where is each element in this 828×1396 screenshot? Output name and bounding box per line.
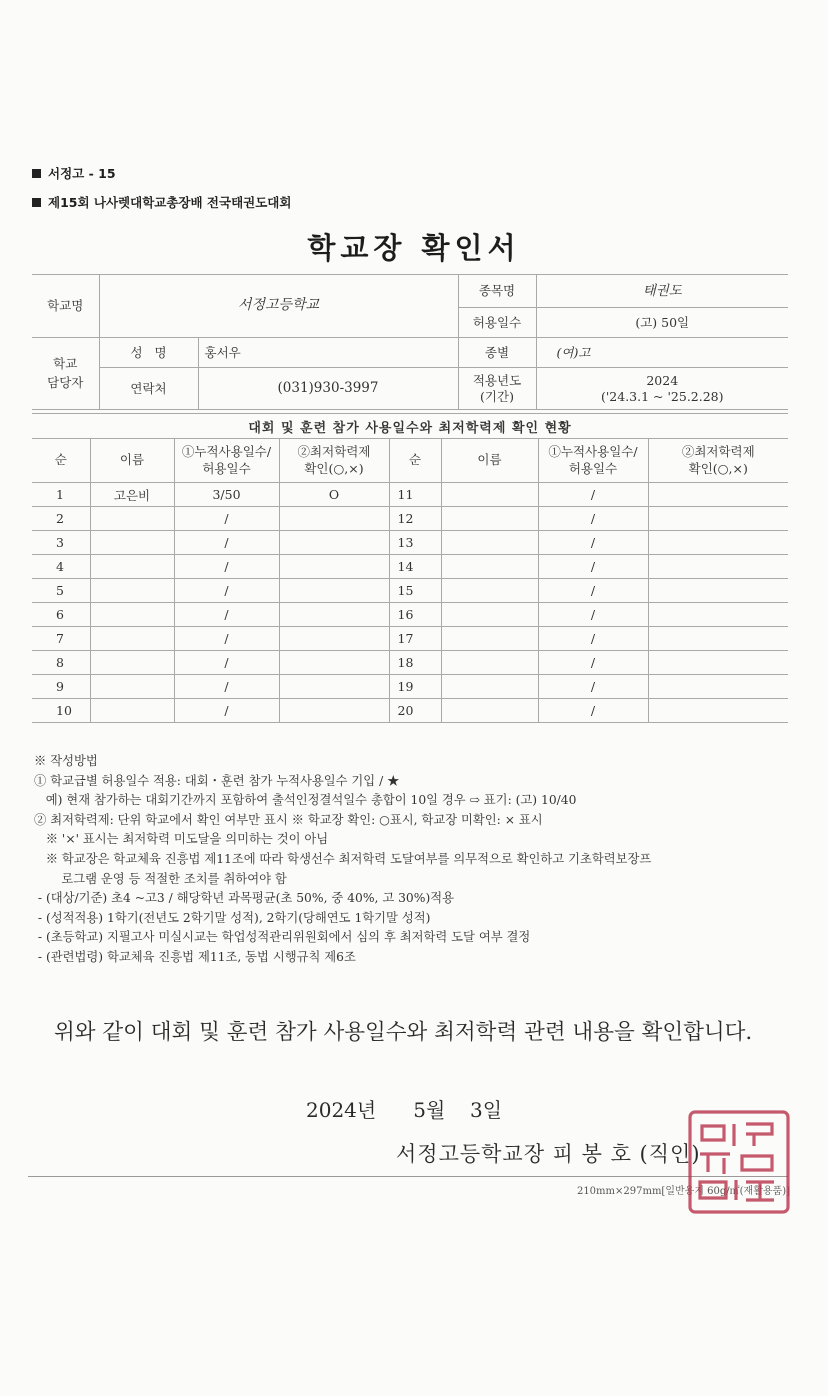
cell-check-2	[648, 483, 788, 507]
cell-days-2: /	[538, 531, 648, 555]
table-row	[32, 651, 788, 675]
cell-no: 7	[32, 627, 90, 651]
cell-days-2: /	[538, 627, 648, 651]
manager-label-line1: 학교	[53, 355, 78, 371]
contact-value: (031)930-3997	[198, 368, 458, 410]
year-label	[458, 368, 536, 410]
cell-days-2: /	[538, 483, 648, 507]
allowed-days-value: (고) 50일	[536, 308, 788, 338]
table-row	[32, 699, 788, 723]
cell-days: /	[174, 531, 279, 555]
col-days-2	[538, 439, 648, 483]
cell-check	[279, 627, 389, 651]
note-line: ※ 작성방법	[34, 754, 98, 768]
cell-no: 5	[32, 579, 90, 603]
cell-name: 고은비	[90, 483, 174, 507]
table-row	[32, 675, 788, 699]
cell-name-2	[441, 507, 538, 531]
col-name: 이름	[90, 439, 174, 483]
cell-days: /	[174, 507, 279, 531]
cell-no-2: 20	[389, 699, 441, 723]
cell-days-2: /	[538, 603, 648, 627]
cell-name	[90, 651, 174, 675]
cell-name-2	[441, 579, 538, 603]
cell-check-2	[648, 603, 788, 627]
cell-check-2	[648, 507, 788, 531]
cell-check-2	[648, 675, 788, 699]
cell-check	[279, 603, 389, 627]
cell-no-2: 13	[389, 531, 441, 555]
col-check	[279, 439, 389, 483]
document-code-text: 서정고 - 15	[48, 166, 116, 181]
cell-name-2	[441, 627, 538, 651]
cell-days: /	[174, 699, 279, 723]
cell-name	[90, 699, 174, 723]
bullet-square-icon	[32, 169, 41, 178]
cell-days-2: /	[538, 651, 648, 675]
note-line: - (초등학교) 지필고사 미실시교는 학업성적관리위원회에서 심의 후 최저학력 도달 여부 결정	[34, 930, 531, 945]
cell-check	[279, 699, 389, 723]
col-no-2: 순	[389, 439, 441, 483]
cell-no: 6	[32, 603, 90, 627]
col-check-2-line1: ②최저학력제	[681, 444, 755, 460]
paper-size: 210mm×297mm[일반용지 60g/㎡(재활용품)]	[576, 1186, 790, 1197]
col-check-line2: 확인(○,×)	[304, 460, 364, 476]
col-name-2: 이름	[441, 439, 538, 483]
cell-no: 3	[32, 531, 90, 555]
cell-days: /	[174, 675, 279, 699]
cell-name	[90, 603, 174, 627]
manager-label	[32, 338, 99, 410]
bullet-square-icon	[32, 198, 41, 207]
col-days-2-line1: ①누적사용일수/	[548, 444, 638, 460]
col-days-line2: 허용일수	[202, 460, 251, 476]
cell-name-2	[441, 531, 538, 555]
cell-check-2	[648, 531, 788, 555]
cell-name	[90, 531, 174, 555]
col-check-2	[648, 439, 788, 483]
document-code	[32, 164, 116, 182]
cell-check	[279, 579, 389, 603]
contact-label: 연락처	[99, 368, 198, 410]
note-line: - (관련법령) 학교체육 진흥법 제11조, 동법 시행규칙 제6조	[34, 949, 356, 964]
year-value-cell	[536, 368, 788, 410]
table-row	[32, 555, 788, 579]
note-line: 예) 현재 참가하는 대회기간까지 포함하여 출석인정결석일수 총합이 10일 경우 ⇨ 표기: (고) 10/40	[34, 793, 577, 808]
cell-no-2: 12	[389, 507, 441, 531]
cell-no-2: 16	[389, 603, 441, 627]
cell-no-2: 19	[389, 675, 441, 699]
table-row	[32, 531, 788, 555]
cell-days-2: /	[538, 675, 648, 699]
name-label: 성 명	[99, 338, 198, 368]
issue-date: 2024년 5월 3일	[306, 1098, 503, 1122]
cell-no-2: 17	[389, 627, 441, 651]
cell-days: /	[174, 579, 279, 603]
school-name: 서정고등학교	[99, 275, 458, 338]
cell-check-2	[648, 579, 788, 603]
note-line: ※ 학교장은 학교체육 진흥법 제11조에 따라 학생선수 최저학력 도달여부를 의무적으로 확인하고 기초학력보장프	[34, 851, 652, 866]
cell-check-2	[648, 651, 788, 675]
name-value: 홍서우	[198, 338, 458, 368]
year-label-line1: 적용년도	[472, 372, 522, 388]
col-check-2-line2: 확인(○,×)	[688, 460, 748, 476]
principal-signature: 서정고등학교장 피 봉 호 (직인)	[396, 1142, 701, 1166]
cell-days-2: /	[538, 507, 648, 531]
cell-name	[90, 579, 174, 603]
table-row	[32, 627, 788, 651]
cell-check	[279, 507, 389, 531]
table-row	[32, 507, 788, 531]
table-row	[32, 603, 788, 627]
cell-check-2	[648, 555, 788, 579]
cell-name-2	[441, 555, 538, 579]
note-line: 로그램 운영 등 적절한 조치를 취하여야 함	[34, 871, 287, 886]
note-line: ② 최저학력제: 단위 학교에서 확인 여부만 표시 ※ 학교장 확인: ○표시, 학교장 미확인: × 표시	[34, 812, 543, 827]
cell-no: 9	[32, 675, 90, 699]
cell-name-2	[441, 483, 538, 507]
cell-check-2	[648, 627, 788, 651]
col-no: 순	[32, 439, 90, 483]
cell-name-2	[441, 675, 538, 699]
cell-days: 3/50	[174, 483, 279, 507]
cell-days: /	[174, 603, 279, 627]
status-caption: 대회 및 훈련 참가 사용일수와 최저학력제 확인 현황	[32, 414, 788, 439]
note-line: ① 학교급별 허용일수 적용: 대회・훈련 참가 누적사용일수 기입 / ★	[34, 773, 400, 788]
cell-days-2: /	[538, 579, 648, 603]
allowed-days-label: 허용일수	[458, 308, 536, 338]
event-label: 종목명	[458, 275, 536, 308]
cell-no: 2	[32, 507, 90, 531]
note-line: - (성적적용) 1학기(전년도 2학기말 성적), 2학기(당해연도 1학기말 성적)	[34, 910, 431, 925]
note-line: ※ '×' 표시는 최저학력 미도달을 의미하는 것이 아님	[34, 832, 329, 847]
year-value: 2024	[646, 372, 679, 388]
cell-check	[279, 555, 389, 579]
cell-no-2: 11	[389, 483, 441, 507]
col-days	[174, 439, 279, 483]
cell-no: 1	[32, 483, 90, 507]
cell-no: 10	[32, 699, 90, 723]
cell-check	[279, 531, 389, 555]
table-row	[32, 483, 788, 507]
table-row	[32, 579, 788, 603]
info-table	[32, 274, 788, 410]
writing-instructions	[34, 752, 651, 968]
gender-value: (여)고	[536, 338, 788, 368]
year-label-line2: (기간)	[480, 388, 514, 404]
cell-name	[90, 627, 174, 651]
page-title: 학교장 확인서	[307, 231, 521, 265]
cell-no: 4	[32, 555, 90, 579]
cell-days: /	[174, 651, 279, 675]
cell-name	[90, 675, 174, 699]
col-days-line1: ①누적사용일수/	[181, 444, 272, 460]
cell-no: 8	[32, 651, 90, 675]
cell-days: /	[174, 627, 279, 651]
period-value: ('24.3.1 ~ '25.2.28)	[600, 388, 724, 404]
cell-check: O	[279, 483, 389, 507]
school-label: 학교명	[32, 275, 99, 338]
cell-no-2: 15	[389, 579, 441, 603]
cell-no-2: 14	[389, 555, 441, 579]
cell-days-2: /	[538, 699, 648, 723]
col-check-line1: ②최저학력제	[297, 444, 371, 460]
cell-check	[279, 675, 389, 699]
divider	[28, 1176, 788, 1177]
cell-days-2: /	[538, 555, 648, 579]
cell-name-2	[441, 651, 538, 675]
cell-name-2	[441, 603, 538, 627]
cell-name	[90, 555, 174, 579]
col-days-2-line2: 허용일수	[568, 460, 618, 476]
official-seal-icon	[684, 1106, 794, 1218]
competition-name-text: 제15회 나사렛대학교총장배 전국태권도대회	[48, 195, 292, 210]
note-line: - (대상/기준) 초4 ~고3 / 해당학년 과목평균(초 50%, 중 40%, 고 30%)적용	[34, 891, 454, 906]
cell-no-2: 18	[389, 651, 441, 675]
cell-check	[279, 651, 389, 675]
gender-label: 종별	[458, 338, 536, 368]
confirmation-statement: 위와 같이 대회 및 훈련 참가 사용일수와 최저학력 관련 내용을 확인합니다.	[54, 1020, 753, 1045]
cell-days: /	[174, 555, 279, 579]
cell-check-2	[648, 699, 788, 723]
cell-name	[90, 507, 174, 531]
manager-label-line2: 담당자	[47, 374, 84, 390]
cell-name-2	[441, 699, 538, 723]
status-table	[32, 413, 788, 723]
competition-name	[32, 193, 291, 211]
event-value: 태권도	[536, 275, 788, 308]
